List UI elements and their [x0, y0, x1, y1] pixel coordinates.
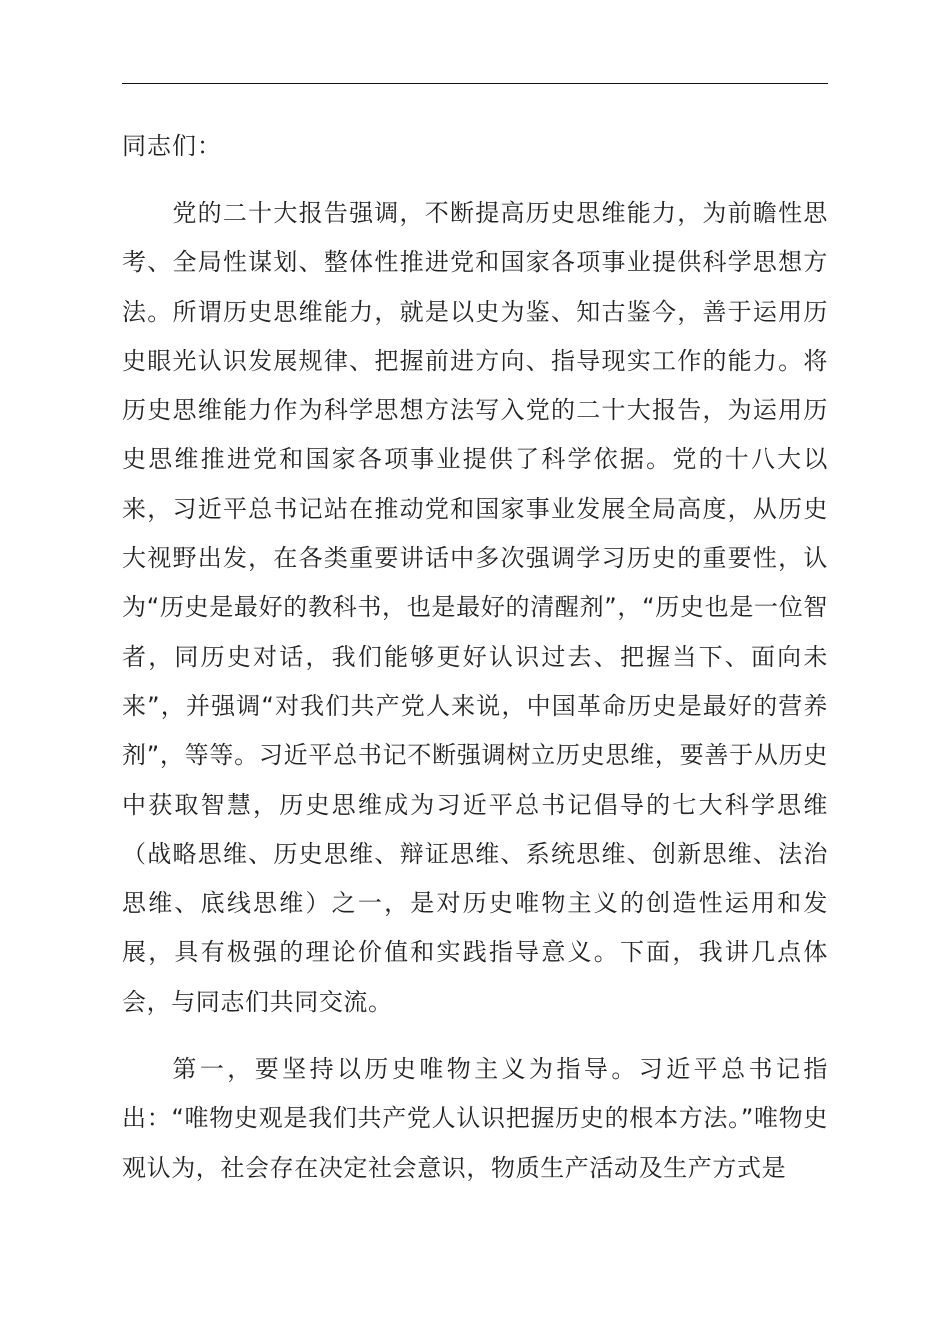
header-rule: [122, 83, 828, 84]
greeting: 同志们：: [122, 132, 222, 160]
paragraph-point-one: 第一，要坚持以历史唯物主义为指导。习近平总书记指出：“唯物史观是我们共产党人认识把握历史的根本方法。”唯物史观认为，社会存在决定社会意识，物质生产活动及生产方式是: [122, 1055, 828, 1182]
paragraph-intro: 党的二十大报告强调，不断提高历史思维能力，为前瞻性思考、全局性谋划、整体性推进党和国家各项事业提供科学思想方法。所谓历史思维能力，就是以史为鉴、知古鉴今，善于运用历史眼光认识发展规律、把握前进方向、指导现实工作的能力。将历史思维能力作为科学思想方法写入党的二十大报告，为运用历史思维推进党和国家各项事业提供了科学依据。党的十八大以来，习近平总书记站在推动党和国家事业发展全局高度，从历史大视野出发，在各类重要讲话中多次强调学习历史的重要性，认为“历史是最好的教科书，也是最好的清醒剂”，“历史也是一位智者，同历史对话，我们能够更好认识过去、把握当下、面向未来”，并强调“对我们共产党人来说，中国革命历史是最好的营养剂”，等等。习近平总书记不断强调树立历史思维，要善于从历史中获取智慧，历史思维成为习近平总书记倡导的七大科学思维（战略思维、历史思维、辩证思维、系统思维、创新思维、法治思维、底线思维）之一，是对历史唯物主义的创造性运用和发展，具有极强的理论价值和实践指导意义。下面，我讲几点体会，与同志们共同交流。: [122, 199, 828, 1016]
document-body: [122, 121, 828, 1211]
